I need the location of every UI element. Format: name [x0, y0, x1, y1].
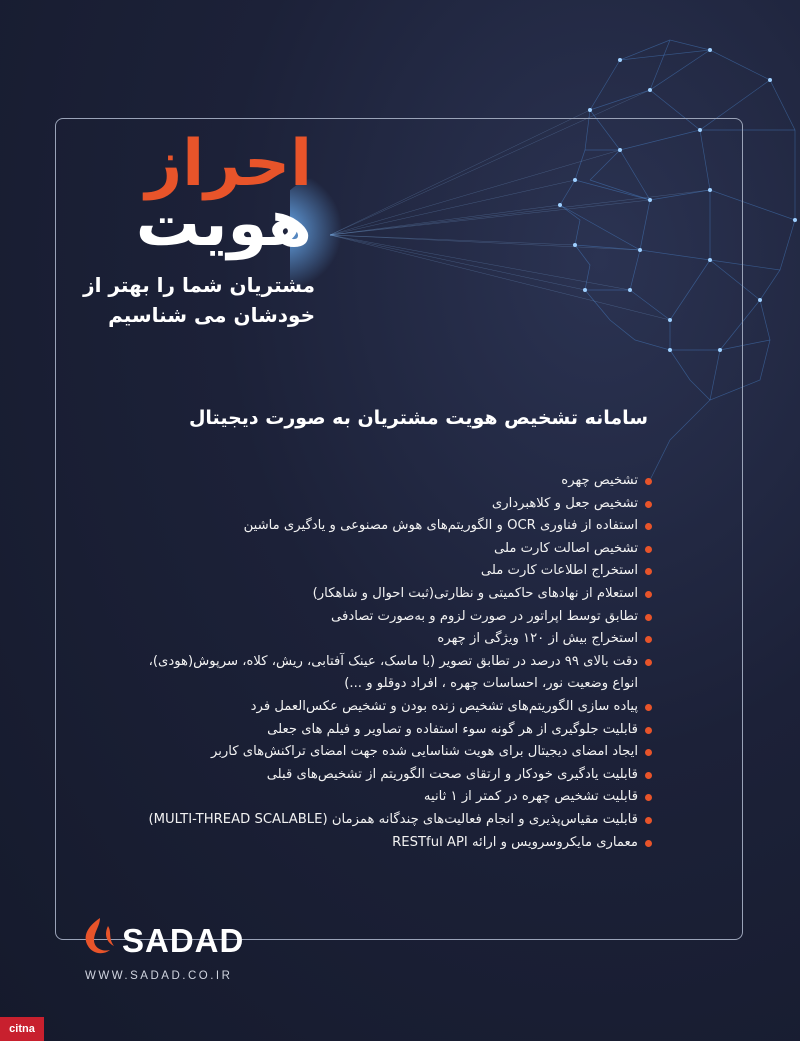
list-item: تشخیص جعل و کلاهبرداری: [142, 493, 652, 516]
tagline-line1: مشتریان شما را بهتر از: [83, 273, 315, 297]
list-item: پیاده سازی الگوریتم‌های تشخیص زنده بودن و تشخیص عکس‌العمل فرد: [142, 696, 652, 719]
brand-name: SADAD: [122, 922, 245, 959]
list-item: ایجاد امضای دیجیتال برای هویت شناسایی شده جهت امضای تراکنش‌های کاربر: [142, 741, 652, 764]
bullet-icon: [645, 614, 652, 621]
list-item: قابلیت تشخیص چهره در کمتر از ۱ ثانیه: [142, 786, 652, 809]
bullet-icon: [645, 478, 652, 485]
tagline-line2: خودشان می شناسیم: [108, 303, 315, 327]
bullet-icon: [645, 794, 652, 801]
title-line2: هویت: [135, 187, 312, 261]
list-item: استخراج اطلاعات کارت ملی: [142, 560, 652, 583]
watermark-badge: citna: [0, 1017, 44, 1041]
section-heading: سامانه تشخیص هویت مشتریان به صورت دیجیتال: [188, 407, 648, 429]
list-item: قابلیت مقیاس‌پذیری و انجام فعالیت‌های چندگانه همزمان (MULTI-THREAD SCALABLE): [142, 809, 652, 832]
bullet-icon: [645, 568, 652, 575]
bullet-icon: [645, 817, 652, 824]
feature-list: [142, 470, 652, 854]
list-item: تطابق توسط اپراتور در صورت لزوم و به‌صورت تصادفی: [142, 606, 652, 629]
list-item: دقت بالای ۹۹ درصد در تطابق تصویر (با ماسک، عینک آفتابی، ریش، کلاه، سرپوش(هودی)، انواع وضعیت نور، احساسات چهره ، افراد دوقلو و ...): [142, 651, 652, 696]
bullet-icon: [645, 546, 652, 553]
brand-url: WWW.SADAD.CO.IR: [85, 970, 233, 982]
sadad-logo-icon: [78, 916, 118, 960]
bullet-icon: [645, 523, 652, 530]
title-line1: احراز: [145, 127, 312, 201]
bullet-icon: [645, 749, 652, 756]
list-item: استخراج بیش از ۱۲۰ ویژگی از چهره: [142, 628, 652, 651]
bullet-icon: [645, 772, 652, 779]
bullet-icon: [645, 636, 652, 643]
list-item: استفاده از فناوری OCR و الگوریتم‌های هوش مصنوعی و یادگیری ماشین: [142, 515, 652, 538]
bullet-icon: [645, 727, 652, 734]
bullet-icon: [645, 659, 652, 666]
bullet-icon: [645, 591, 652, 598]
bullet-icon: [645, 840, 652, 847]
tagline: [75, 270, 315, 330]
list-item: استعلام از نهادهای حاکمیتی و نظارتی(ثبت احوال و شاهکار): [142, 583, 652, 606]
list-item: تشخیص چهره: [142, 470, 652, 493]
list-item: تشخیص اصالت کارت ملی: [142, 538, 652, 561]
list-item: قابلیت جلوگیری از هر گونه سوء استفاده و تصاویر و فیلم های جعلی: [142, 719, 652, 742]
list-item: معماری مایکروسرویس و ارائه RESTful API: [142, 832, 652, 855]
bullet-icon: [645, 501, 652, 508]
bullet-icon: [645, 704, 652, 711]
list-item: قابلیت یادگیری خودکار و ارتقای صحت الگوریتم از تشخیص‌های قبلی: [142, 764, 652, 787]
